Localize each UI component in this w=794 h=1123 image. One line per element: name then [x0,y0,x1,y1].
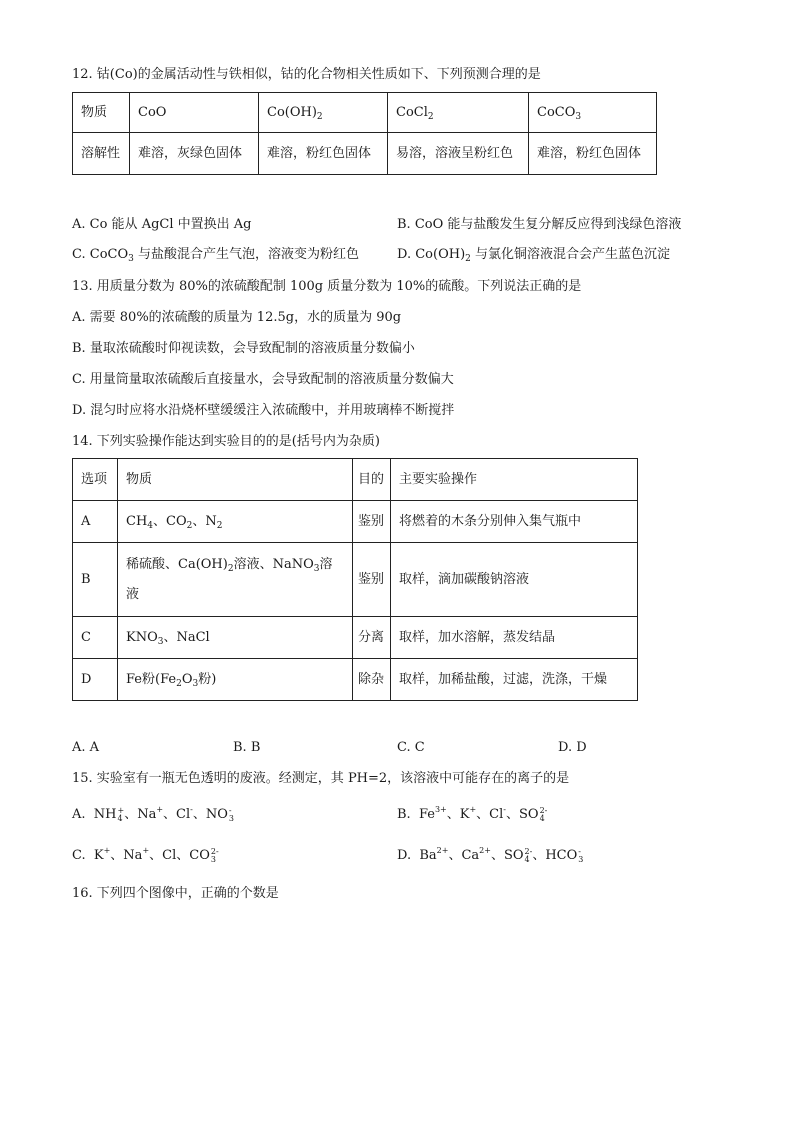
q15-option-a: A. NH + 4 、Na+、Cl-、NO - 3 [72,805,234,823]
q14-row-b-option: B [73,543,118,617]
q14-row-d-substance: Fe粉($Fe_2O_3$粉) [118,659,353,701]
q14-row-c-substance: $KNO_3$、NaCl [118,617,353,659]
q14-row-b-operation: 取样，滴加碳酸钠溶液 [391,543,638,617]
q13-option-c: C. 用量筒量取浓硫酸后直接量水，会导致配制的溶液质量分数偏大 [72,372,454,387]
q16-stem: 16. 下列四个图像中，正确的个数是 [72,886,279,901]
q12-cell-coco3: 难溶，粉红色固体 [529,133,657,175]
q14-header-operation: 主要实验操作 [391,459,638,501]
q14-option-c: C. C [397,740,425,755]
q15-option-d: D. $Ba^{2+}$、$Ca^{2+}$、SO 2- 4 、HCO - 3 [397,846,584,864]
q14-header-goal: 目的 [353,459,391,501]
q15-stem: 15. 实验室有一瓶无色透明的废液。经测定，其 PH=2，该溶液中可能存在的离子的是 [72,771,570,786]
q14-row-a-goal: 鉴别 [353,501,391,543]
q12-cell-coo: 难溶，灰绿色固体 [130,133,259,175]
q12-option-c: C. CoCO$_3$ 与盐酸混合产生气泡，溶液变为粉红色 [72,247,360,264]
q14-row-d-goal: 除杂 [353,659,391,701]
q14-row-c-goal: 分离 [353,617,391,659]
q12-header-cocl2: CoCl$_2$ [388,93,529,133]
q14-row-c-option: C [73,617,118,659]
q12-header-substance: 物质 [73,93,130,133]
q12-table [72,92,657,175]
q12-cell-cooh2: 难溶，粉红色固体 [259,133,388,175]
q14-row-a-operation: 将燃着的木条分别伸入集气瓶中 [391,501,638,543]
q12-cell-cocl2: 易溶，溶液呈粉红色 [388,133,529,175]
q14-option-a: A. A [72,740,100,755]
q14-option-d: D. D [558,740,587,755]
q14-row-a-option: A [73,501,118,543]
q12-header-cooh2: $Co(OH)_2$ [259,93,388,133]
q14-option-b: B. B [233,740,261,755]
q12-option-a: A. Co 能从 AgCl 中置换出 Ag [72,217,252,232]
q14-stem: 14. 下列实验操作能达到实验目的的是(括号内为杂质) [72,434,380,449]
q12-header-coco3: CoCO$_3$ [529,93,657,133]
q15-option-b: B. $Fe^{3+}$、K+、Cl-、SO 2- 4 [397,805,548,823]
q12-header-coo: CoO [130,93,259,133]
q13-option-d: D. 混匀时应将水沿烧杯壁缓缓注入浓硫酸中，并用玻璃棒不断搅拌 [72,403,455,418]
q13-option-b: B. 量取浓硫酸时仰视读数，会导致配制的溶液质量分数偏小 [72,341,415,356]
q12-option-d: D. $Co(OH)_2$ 与氯化铜溶液混合会产生蓝色沉淀 [397,247,671,264]
q14-row-b-substance: 稀硫酸、$Ca(OH)_2$溶液、NaNO$_3$溶 液 [118,543,353,617]
q12-stem: 12. 钴(Co)的金属活动性与铁相似，钴的化合物相关性质如下、下列预测合理的是 [72,67,541,82]
q12-row-label: 溶解性 [73,133,130,175]
q12-option-b: B. CoO 能与盐酸发生复分解反应得到浅绿色溶液 [397,217,682,232]
q14-table [72,458,638,701]
q14-row-d-operation: 取样，加稀盐酸，过滤，洗涤，干燥 [391,659,638,701]
q13-stem: 13. 用质量分数为 80%的浓硫酸配制 100g 质量分数为 10%的硫酸。下列说法正确的是 [72,279,582,294]
q13-option-a: A. 需要 80%的浓硫酸的质量为 12.5g，水的质量为 90g [72,310,402,325]
q14-row-c-operation: 取样，加水溶解，蒸发结晶 [391,617,638,659]
q14-row-b-goal: 鉴别 [353,543,391,617]
q14-header-option: 选项 [73,459,118,501]
q14-row-d-option: D [73,659,118,701]
q14-header-substance: 物质 [118,459,353,501]
q15-option-c: C. K+、Na+、Cl、CO 2- 3 [72,846,219,864]
q14-row-a-substance: $CH_4$、$CO_2$、$N_2$ [118,501,353,543]
